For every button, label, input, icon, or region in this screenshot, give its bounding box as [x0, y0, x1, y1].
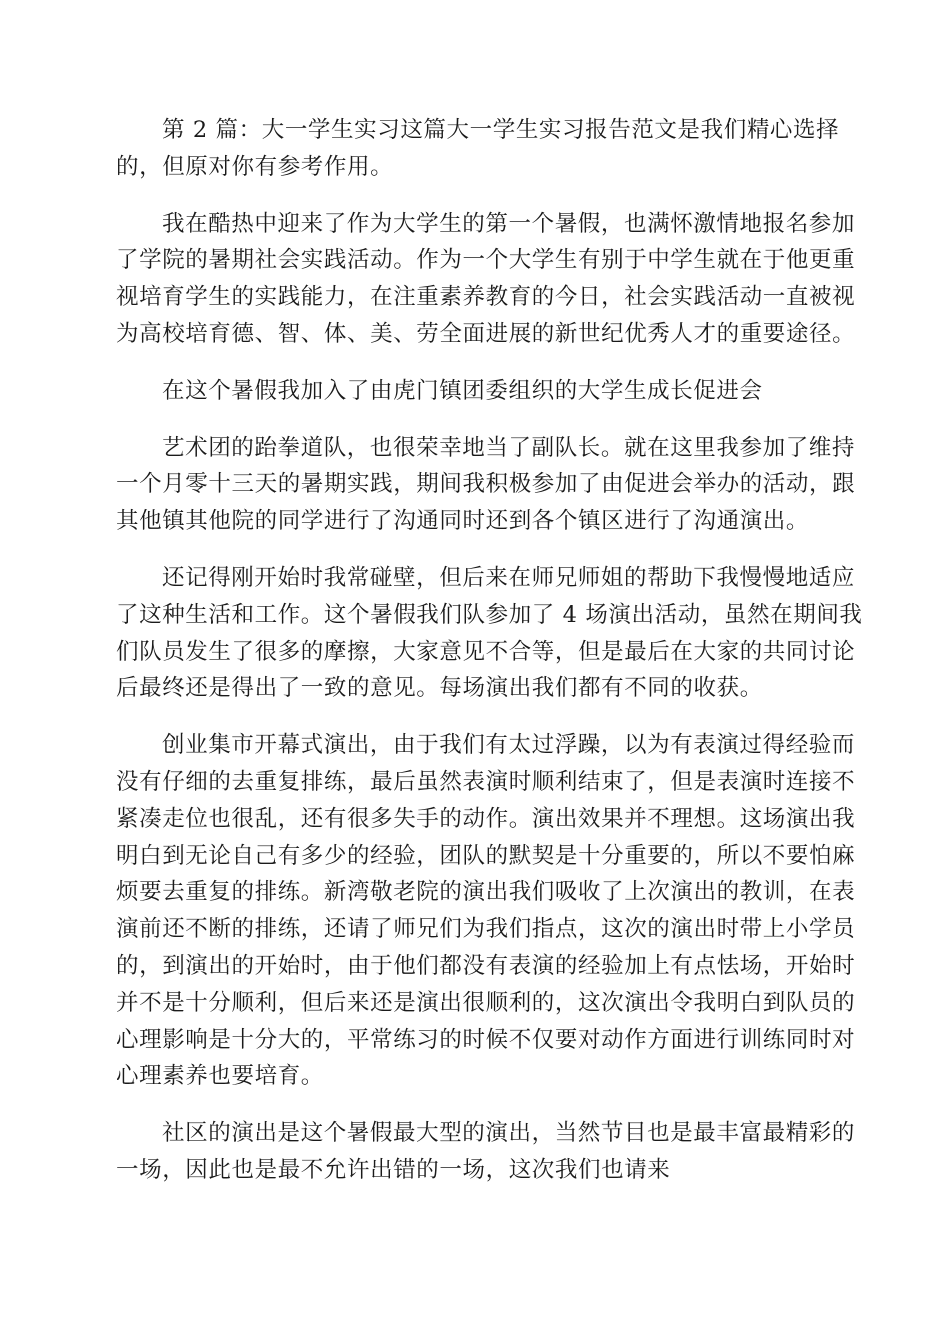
text-line: 后最终还是得出了一致的意见。每场演出我们都有不同的收获。: [116, 675, 763, 702]
text-line: 心理素养也要培育。: [116, 1063, 324, 1090]
text-line: 了学院的暑期社会实践活动。作为一个大学生有别于中学生就在于他更重: [116, 247, 856, 274]
text-line: 了这种生活和工作。这个暑假我们队参加了 4 场演出活动，虽然在期间我: [116, 601, 863, 628]
text-line: 的，但原对你有参考作用。: [116, 153, 394, 180]
text-line: 视培育学生的实践能力，在注重素养教育的今日，社会实践活动一直被视: [116, 284, 856, 311]
text-line: 们队员发生了很多的摩擦，大家意见不合等，但是最后在大家的共同讨论: [116, 638, 856, 665]
paragraph-7: [116, 1115, 856, 1189]
text-line: 明白到无论自己有多少的经验，团队的默契是十分重要的，所以不要怕麻: [116, 842, 856, 869]
text-line: 并不是十分顺利，但后来还是演出很顺利的，这次演出令我明白到队员的: [116, 989, 856, 1016]
paragraph-5: [116, 560, 863, 707]
text-line: 其他镇其他院的同学进行了沟通同时还到各个镇区进行了沟通演出。: [116, 508, 810, 535]
paragraph-3: [116, 373, 836, 410]
text-line: 还记得刚开始时我常碰壁，但后来在师兄师姐的帮助下我慢慢地适应: [162, 564, 856, 591]
text-line: 创业集市开幕式演出，由于我们有太过浮躁，以为有表演过得经验而: [162, 732, 856, 759]
text-line: 的，到演出的开始时，由于他们都没有表演的经验加上有点怯场，开始时: [116, 952, 856, 979]
document-body: [116, 112, 863, 1209]
text-line: 第 2 篇：大一学生实习这篇大一学生实习报告范文是我们精心选择: [162, 117, 840, 143]
text-line: 烦要去重复的排练。新湾敬老院的演出我们吸收了上次演出的教训，在表: [116, 879, 856, 906]
paragraph-6: [116, 727, 856, 1095]
text-line: 演前还不断的排练，还请了师兄们为我们指点，这次的演出时带上小学员: [116, 916, 856, 943]
text-line: 心理影响是十分大的，平常练习的时候不仅要对动作方面进行训练同时对: [116, 1026, 856, 1053]
text-line: 在这个暑假我加入了由虎门镇团委组织的大学生成长促进会: [162, 377, 763, 404]
text-line: 社区的演出是这个暑假最大型的演出，当然节目也是最丰富最精彩的: [162, 1120, 856, 1147]
text-line: 为高校培育德、智、体、美、劳全面进展的新世纪优秀人才的重要途径。: [116, 320, 856, 347]
text-line: 一场，因此也是最不允许出错的一场，这次我们也请来: [116, 1156, 671, 1183]
text-line: 我在酷热中迎来了作为大学生的第一个暑假，也满怀激情地报名参加: [162, 210, 856, 237]
text-line: 紧凑走位也很乱，还有很多失手的动作。演出效果并不理想。这场演出我: [116, 805, 856, 832]
text-line: 没有仔细的去重复排练，最后虽然表演时顺利结束了，但是表演时连接不: [116, 768, 856, 795]
paragraph-4: [116, 430, 856, 540]
text-line: 艺术团的跆拳道队，也很荣幸地当了副队长。就在这里我参加了维持: [162, 434, 856, 461]
paragraph-2: [116, 206, 856, 353]
text-line: 一个月零十三天的暑期实践，期间我积极参加了由促进会举办的活动，跟: [116, 471, 856, 498]
paragraph-1: [116, 112, 840, 186]
